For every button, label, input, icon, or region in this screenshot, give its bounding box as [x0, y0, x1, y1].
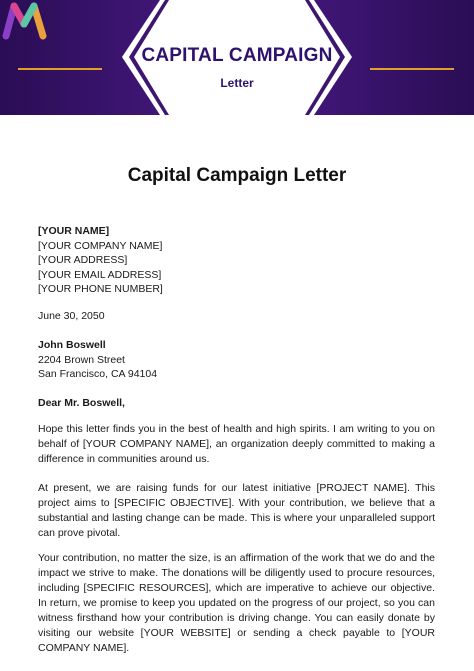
recipient-name: John Boswell — [38, 339, 106, 351]
sender-company: [YOUR COMPANY NAME] — [38, 239, 163, 252]
sender-phone: [YOUR PHONE NUMBER] — [38, 283, 163, 295]
sender-block — [38, 224, 436, 297]
salutation-block — [38, 396, 436, 411]
recipient-city: San Francisco, CA 94104 — [38, 368, 158, 380]
m-letter-logo-icon — [0, 0, 50, 40]
paragraph-initiative: At present, we are raising funds for our latest initiative [PROJECT NAME]. This project aims to [SPECIFIC OBJECTIVE]. With your contribution, we believe that a substantial and lasting change can be made. This is where your unparalleled support can prove pivotal. — [38, 482, 435, 539]
paragraph-contribution: Your contribution, no matter the size, is an affirmation of the work that we do and the impact we strive to make. The donations will be diligently used to procure resources, including [SPECIFIC RESOURCES], which are imperative to achieve our objective. In return, we promise to keep you updated on the progress of our project, so you can witness firsthand how your contribution is driving change. You can easily donate by visiting our website [YOUR WEBSITE] or sending a check payable to [YOUR COMPANY NAME]. — [38, 552, 435, 654]
banner-title: CAPITAL CAMPAIGN — [141, 45, 333, 66]
header-banner — [0, 0, 474, 115]
salutation: Dear Mr. Boswell, — [38, 397, 125, 409]
decorative-rule-right — [370, 68, 454, 70]
document-title: Capital Campaign Letter — [127, 165, 347, 186]
letter-date: June 30, 2050 — [38, 310, 105, 322]
date-block — [38, 309, 436, 324]
sender-address: [YOUR ADDRESS] — [38, 254, 128, 266]
recipient-street: 2204 Brown Street — [38, 353, 125, 366]
decorative-rule-left — [18, 68, 102, 70]
sender-name: [YOUR NAME] — [38, 225, 110, 237]
recipient-block — [38, 338, 436, 382]
paragraph-intro: Hope this letter finds you in the best of health and high spirits. I am writing to you on behalf of [YOUR COMPANY NAME], an organization deeply committed to making a difference in communities around us. — [38, 423, 435, 465]
sender-email: [YOUR EMAIL ADDRESS] — [38, 268, 162, 281]
banner-subtitle: Letter — [220, 76, 254, 90]
